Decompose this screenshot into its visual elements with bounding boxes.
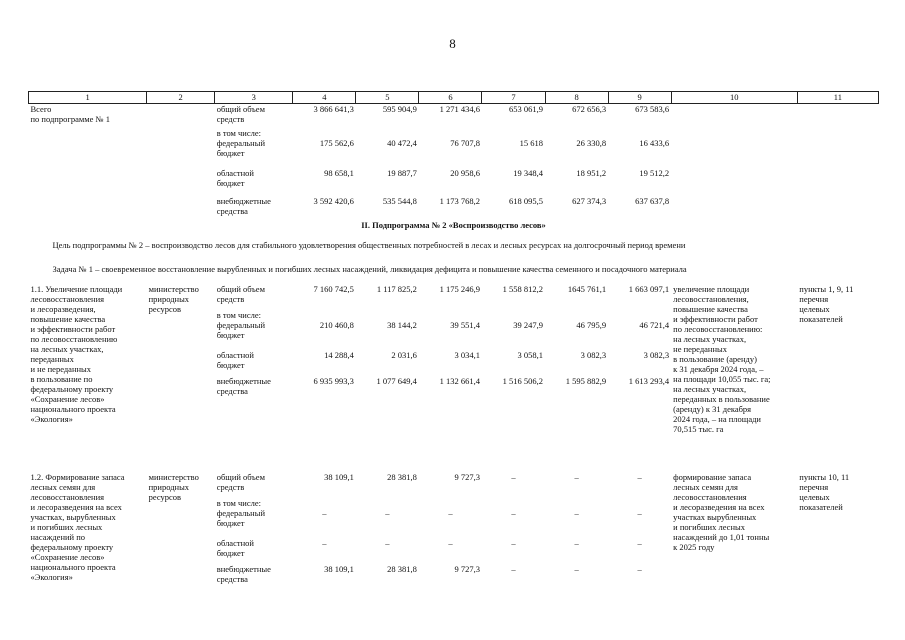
items.1-executor: министерство природных ресурсов xyxy=(148,471,199,502)
funding-source: областной бюджет xyxy=(216,349,254,370)
amount-cell: 39 551,4 xyxy=(450,319,480,330)
task-row xyxy=(29,264,879,274)
amount-cell: 15 618 xyxy=(519,137,544,148)
amount-cell xyxy=(419,498,482,508)
header-cell-3: 3 xyxy=(215,92,293,104)
amount-cell: 627 374,3 xyxy=(572,195,607,206)
funding-source: внебюджетные средства xyxy=(216,563,271,584)
amount-cell xyxy=(356,310,419,320)
spacer-cell xyxy=(29,230,879,240)
header-row xyxy=(29,92,879,104)
funding-source: общий объем средств xyxy=(216,104,265,124)
amount-cell: 673 583,6 xyxy=(635,104,670,114)
funding-source: внебюджетные средства xyxy=(216,375,271,396)
items.1-result: формирование запаса лесных семян для лесовосстановления и лесоразведения на всех участках вырубленных и погибших лесных насаждений до 1,01 тонны к 2025 году xyxy=(673,471,770,552)
amount-cell: 1 271 434,6 xyxy=(439,104,480,114)
spacer-row xyxy=(29,230,879,240)
amount-cell: 175 562,6 xyxy=(319,137,354,148)
amount-cell: 3 592 420,6 xyxy=(313,195,354,206)
items.0-indicators: пункты 1, 9, 11 перечня целевых показателей xyxy=(799,283,854,324)
spacer-cell xyxy=(29,456,879,472)
amount-cell xyxy=(293,128,356,138)
amount-cell xyxy=(293,310,356,320)
amount-cell: 14 288,4 xyxy=(324,349,354,360)
items.0-result: увеличение площади лесовосстановления, повышение качества и эффективности работ по лесовосстановлению: на лесных участках, не переданных в пользование (аренду) к 31 декабря 2024 года, – на площади 10,055 тыс. га; на лесных участках, переданных в пользование (аренду) к 31 декабря 2024 года, – на площади 70,515 тыс. га xyxy=(673,283,771,434)
amount-cell: – xyxy=(637,537,642,548)
amount-cell: 40 472,4 xyxy=(387,137,417,148)
amount-cell: 3 082,3 xyxy=(580,349,607,360)
subprogram-title: II. Подпрограмма № 2 «Воспроизводство лесов» xyxy=(361,219,546,230)
header-cell-10: 10 xyxy=(671,92,797,104)
amount-cell: – xyxy=(511,471,516,482)
amount-cell: 46 721,4 xyxy=(639,319,670,330)
amount-cell: 18 951,2 xyxy=(576,167,607,178)
total-indicators xyxy=(797,104,878,220)
amount-cell: – xyxy=(574,537,579,548)
amount-cell: 2 031,6 xyxy=(391,349,417,360)
amount-cell: 1 117 825,2 xyxy=(376,283,417,294)
items.1-name: 1.2. Формирование запаса лесных семян для лесовосстановления и лесоразведения на всех участках, вырубленных и погибших лесных насаждений по федеральному проекту «Сохранение лесов» национального проекта «Экология» xyxy=(30,471,125,582)
subprogram-task: Задача № 1 – своевременное восстановление вырубленных и погибших лесных насаждений, ликвидация дефицита и повышение качества семенного и посадочного материала xyxy=(52,263,687,274)
amount-cell: 1 077 649,4 xyxy=(376,375,417,386)
amount-cell: – xyxy=(385,537,390,548)
header-cell-2: 2 xyxy=(147,92,215,104)
page-number: 8 xyxy=(449,36,456,51)
amount-cell: 653 061,9 xyxy=(509,104,544,114)
spacer-row xyxy=(29,456,879,472)
amount-cell xyxy=(608,310,671,320)
amount-cell: – xyxy=(511,563,516,574)
amount-cell xyxy=(545,498,608,508)
amount-cell: 1 516 506,2 xyxy=(502,375,544,386)
amount-cell: – xyxy=(637,507,642,518)
spacer-row xyxy=(29,274,879,284)
amount-cell: 1645 761,1 xyxy=(567,283,607,294)
header-cell-7: 7 xyxy=(482,92,545,104)
funding-source: федеральный бюджет xyxy=(216,507,265,528)
budget-table xyxy=(28,91,879,608)
amount-cell xyxy=(419,128,482,138)
subprogram-goal: Цель подпрограммы № 2 – воспроизводство лесов для стабильного удовлетворения общественных потребностей в лесах и лесных ресурсах на долгосрочный период времени xyxy=(52,239,686,250)
amount-cell xyxy=(482,128,545,138)
funding-source: в том числе: xyxy=(216,127,262,138)
total-result xyxy=(671,104,797,220)
amount-cell: 3 034,1 xyxy=(454,349,480,360)
amount-cell xyxy=(482,498,545,508)
amount-cell xyxy=(356,498,419,508)
funding-source: федеральный бюджет xyxy=(216,319,265,340)
amount-cell: – xyxy=(574,507,579,518)
amount-cell xyxy=(545,310,608,320)
total-name: Всего по подпрограмме № 1 xyxy=(30,104,111,124)
amount-cell: 1 175 246,9 xyxy=(439,283,480,294)
amount-cell: – xyxy=(448,507,453,518)
amount-cell: 1 558 812,2 xyxy=(502,283,544,294)
header-cell-11: 11 xyxy=(797,92,878,104)
amount-cell: 39 247,9 xyxy=(513,319,544,330)
funding-source: общий объем средств xyxy=(216,283,265,304)
amount-cell xyxy=(608,128,671,138)
amount-cell: 9 727,3 xyxy=(454,471,480,482)
amount-cell: 38 144,2 xyxy=(387,319,417,330)
amount-cell: – xyxy=(511,507,516,518)
amount-cell: 3 082,3 xyxy=(643,349,670,360)
amount-cell: 672 656,3 xyxy=(572,104,607,114)
spacer-cell xyxy=(29,274,879,284)
table-row xyxy=(29,284,879,310)
items.1-indicators: пункты 10, 11 перечня целевых показателей xyxy=(799,471,850,512)
amount-cell: – xyxy=(637,563,642,574)
amount-cell: 9 727,3 xyxy=(454,563,480,574)
header-cell-5: 5 xyxy=(356,92,419,104)
items.0-executor: министерство природных ресурсов xyxy=(148,283,199,314)
header-cell-9: 9 xyxy=(608,92,671,104)
amount-cell: 3 058,1 xyxy=(517,349,544,360)
amount-cell: 1 613 293,4 xyxy=(628,375,670,386)
funding-source: внебюджетные средства xyxy=(216,195,271,216)
amount-cell xyxy=(356,128,419,138)
amount-cell: 595 904,9 xyxy=(382,104,417,114)
funding-source: федеральный бюджет xyxy=(216,137,265,158)
amount-cell: – xyxy=(637,471,642,482)
amount-cell: – xyxy=(574,471,579,482)
amount-cell: 7 160 742,5 xyxy=(313,283,354,294)
amount-cell xyxy=(419,310,482,320)
amount-cell: 535 544,8 xyxy=(382,195,417,206)
funding-source: в том числе: xyxy=(216,497,262,508)
header-cell-1: 1 xyxy=(29,92,147,104)
amount-cell: 6 935 993,3 xyxy=(313,375,354,386)
amount-cell: 98 658,1 xyxy=(324,167,354,178)
amount-cell: 1 663 097,1 xyxy=(628,283,670,294)
amount-cell: 3 866 641,3 xyxy=(313,104,354,114)
amount-cell: 76 707,8 xyxy=(450,137,480,148)
funding-source: областной бюджет xyxy=(216,537,254,558)
amount-cell: 1 173 768,2 xyxy=(439,195,480,206)
funding-source: областной бюджет xyxy=(216,167,254,188)
amount-cell: 19 887,7 xyxy=(387,167,417,178)
table-row xyxy=(29,104,879,128)
spacer-cell xyxy=(29,250,879,264)
amount-cell xyxy=(545,128,608,138)
items.0-name: 1.1. Увеличение площади лесовосстановления и лесоразведения, повышение качества и эффективности работ по лесовосстановлению на лесных участках, переданных и не переданных в пользование по федеральному проекту «Сохранение лесов» национального проекта «Экология» xyxy=(30,283,123,424)
funding-source: общий объем средств xyxy=(216,471,265,492)
amount-cell: – xyxy=(385,507,390,518)
table-body xyxy=(29,92,879,608)
amount-cell: – xyxy=(448,537,453,548)
table-row xyxy=(29,472,879,498)
amount-cell: 19 512,2 xyxy=(639,167,670,178)
amount-cell: 637 637,8 xyxy=(635,195,670,206)
amount-cell: 1 595 882,9 xyxy=(565,375,607,386)
amount-cell: 19 348,4 xyxy=(513,167,544,178)
amount-cell: 46 795,9 xyxy=(576,319,607,330)
amount-cell: 28 381,8 xyxy=(387,471,417,482)
amount-cell: 16 433,6 xyxy=(639,137,670,148)
header-cell-6: 6 xyxy=(419,92,482,104)
amount-cell xyxy=(608,498,671,508)
amount-cell: 26 330,8 xyxy=(576,137,607,148)
header-cell-8: 8 xyxy=(545,92,608,104)
header-cell-4: 4 xyxy=(293,92,356,104)
amount-cell: – xyxy=(322,537,327,548)
amount-cell xyxy=(293,498,356,508)
spacer-row xyxy=(29,250,879,264)
amount-cell: – xyxy=(511,537,516,548)
funding-source: в том числе: xyxy=(216,309,262,320)
goal-row xyxy=(29,240,879,250)
amount-cell: 210 460,8 xyxy=(319,319,354,330)
amount-cell: 20 958,6 xyxy=(450,167,480,178)
amount-cell: 1 132 661,4 xyxy=(439,375,480,386)
amount-cell: 38 109,1 xyxy=(324,471,354,482)
amount-cell: 28 381,8 xyxy=(387,563,417,574)
amount-cell: 618 095,5 xyxy=(509,195,544,206)
subprogram-title-row xyxy=(29,220,879,230)
amount-cell: 38 109,1 xyxy=(324,563,354,574)
amount-cell: – xyxy=(322,507,327,518)
amount-cell xyxy=(482,310,545,320)
amount-cell: – xyxy=(574,563,579,574)
